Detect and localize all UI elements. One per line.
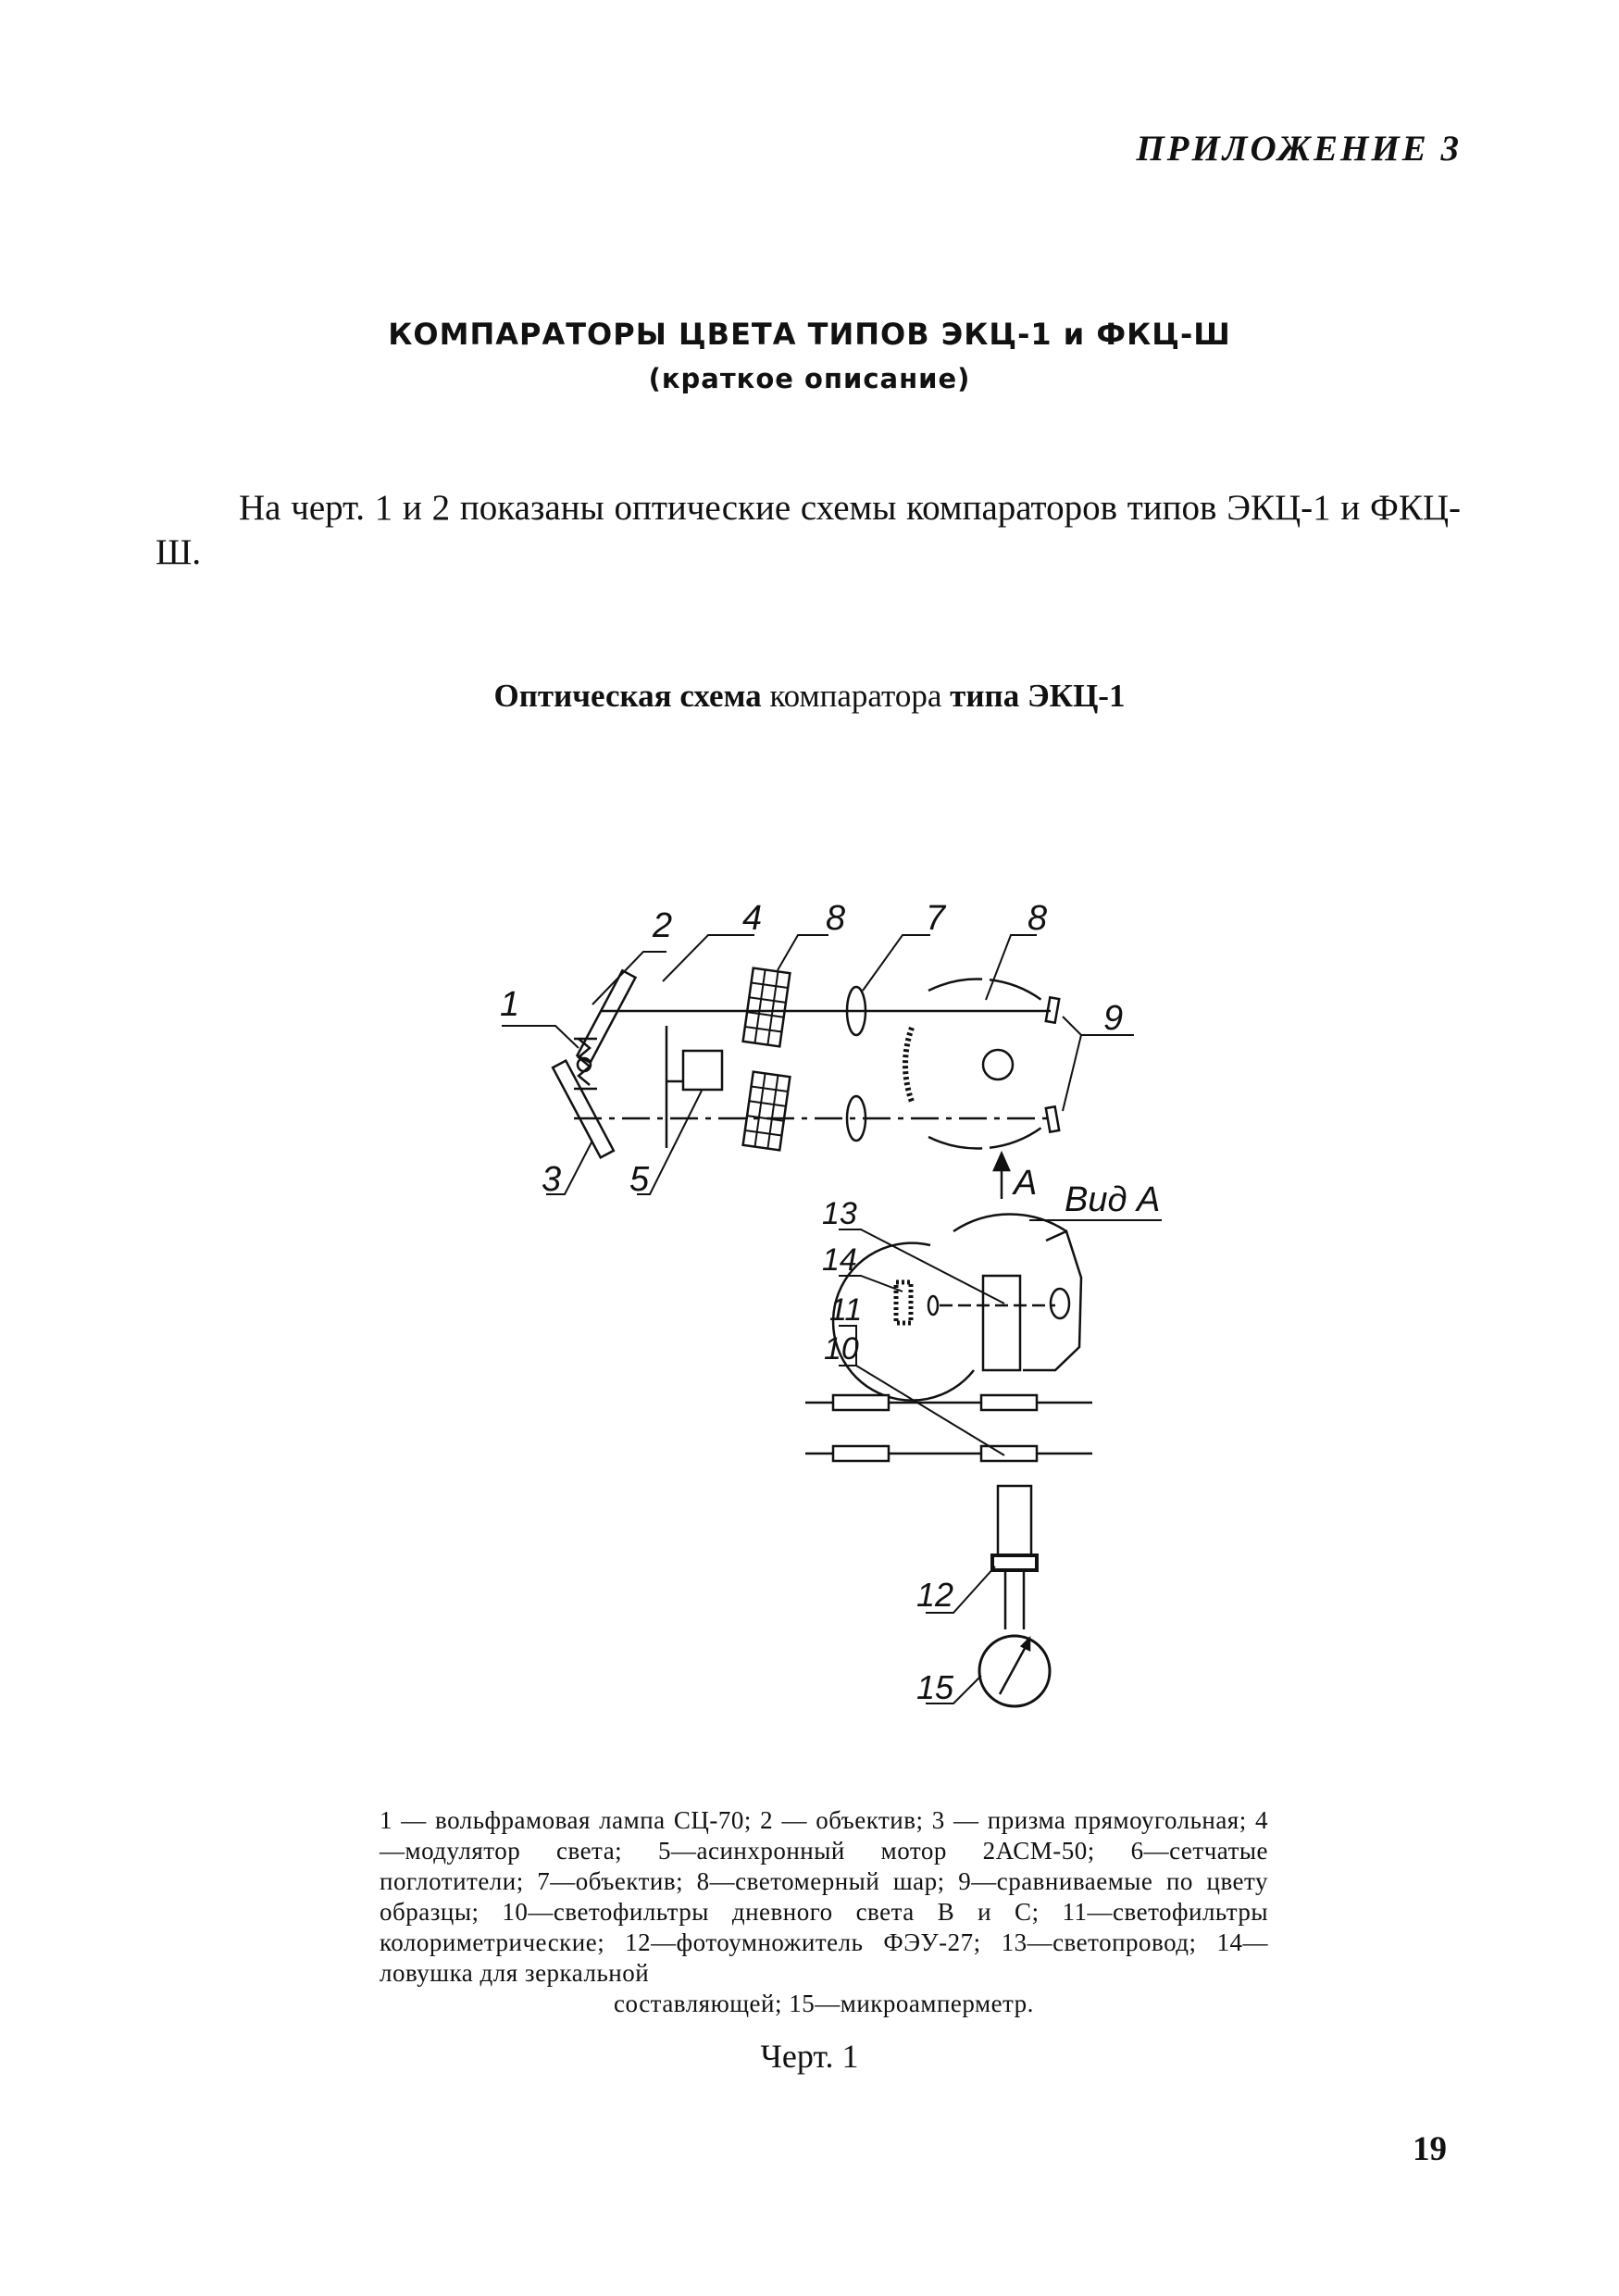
document-title: КОМПАРАТОРЫ ЦВЕТА ТИПОВ ЭКЦ-1 и ФКЦ-Ш [388, 317, 1231, 352]
sample-9-upper [1046, 997, 1059, 1022]
filter-10a [833, 1395, 889, 1410]
objective-2 [578, 970, 636, 1062]
label-1: 1 [500, 985, 520, 1024]
document-subtitle: (краткое описание) [648, 363, 971, 394]
microammeter-15 [979, 1636, 1050, 1706]
label-10: 10 [824, 1331, 859, 1366]
label-14: 14 [822, 1242, 857, 1278]
filter-10b [981, 1395, 1037, 1410]
lower-scheme [805, 1215, 1092, 1706]
appendix-heading: ПРИЛОЖЕНИЕ 3 [1136, 129, 1462, 168]
page-number: 19 [1413, 2130, 1447, 2168]
label-view-a: Вид А [1065, 1180, 1161, 1219]
label-8b: 8 [1027, 899, 1048, 938]
prism-3 [553, 1061, 614, 1158]
label-9: 9 [1103, 999, 1124, 1038]
figure-title-part-1: Оптическая схема [493, 678, 762, 714]
light-guide-13 [983, 1276, 1020, 1370]
sample-9-lower [1046, 1106, 1059, 1131]
label-15: 15 [916, 1668, 954, 1706]
intro-paragraph: На черт. 1 и 2 показаны оптические схемы компараторов типов ЭКЦ-1 и ФКЦ-Ш. [156, 488, 1461, 572]
figure-title-part-3: типа ЭКЦ-1 [950, 678, 1126, 714]
label-11: 11 [829, 1292, 863, 1328]
label-13: 13 [822, 1196, 857, 1231]
legend-last-line: составляющей; 15—микроамперметр. [614, 1990, 1034, 2017]
label-arrow-a: A [1014, 1164, 1038, 1203]
legend-text: 1 — вольфрамовая лампа СЦ-70; 2 — объектив; 3 — призма прямоугольная; 4—модулятор света; 5—асинхронный мотор 2АСМ-50; 6—сетчатые поглотители; 7—объектив; 8—светомерный шар; 9—сравниваемые по цвету образцы; 10—светофильтры дневного света В и С; 11—светофильтры колориметрические; 12—фотоумножитель ФЭУ-27; 13—светопровод; 14—ловушка для зеркальной [380, 1806, 1268, 1987]
photomultiplier-12 [998, 1486, 1031, 1555]
label-8a: 8 [826, 899, 846, 938]
figure-title-part-2: компаратора [769, 678, 942, 714]
figure-legend [380, 1805, 1268, 2019]
photometric-sphere-8 [905, 980, 1041, 1149]
upper-scheme [502, 935, 1162, 1220]
label-5: 5 [629, 1160, 650, 1199]
absorber-grid-upper [743, 968, 791, 1047]
label-2: 2 [653, 906, 673, 945]
label-3: 3 [542, 1160, 562, 1199]
filter-11b [981, 1446, 1037, 1461]
figure-caption: Черт. 1 [760, 2038, 859, 2075]
label-7: 7 [926, 899, 946, 938]
absorber-grid-lower [743, 1072, 791, 1151]
motor-5 [683, 1051, 722, 1090]
label-12: 12 [916, 1576, 954, 1614]
filter-11a [833, 1446, 889, 1461]
label-4: 4 [742, 899, 763, 938]
trap-14 [896, 1282, 911, 1323]
